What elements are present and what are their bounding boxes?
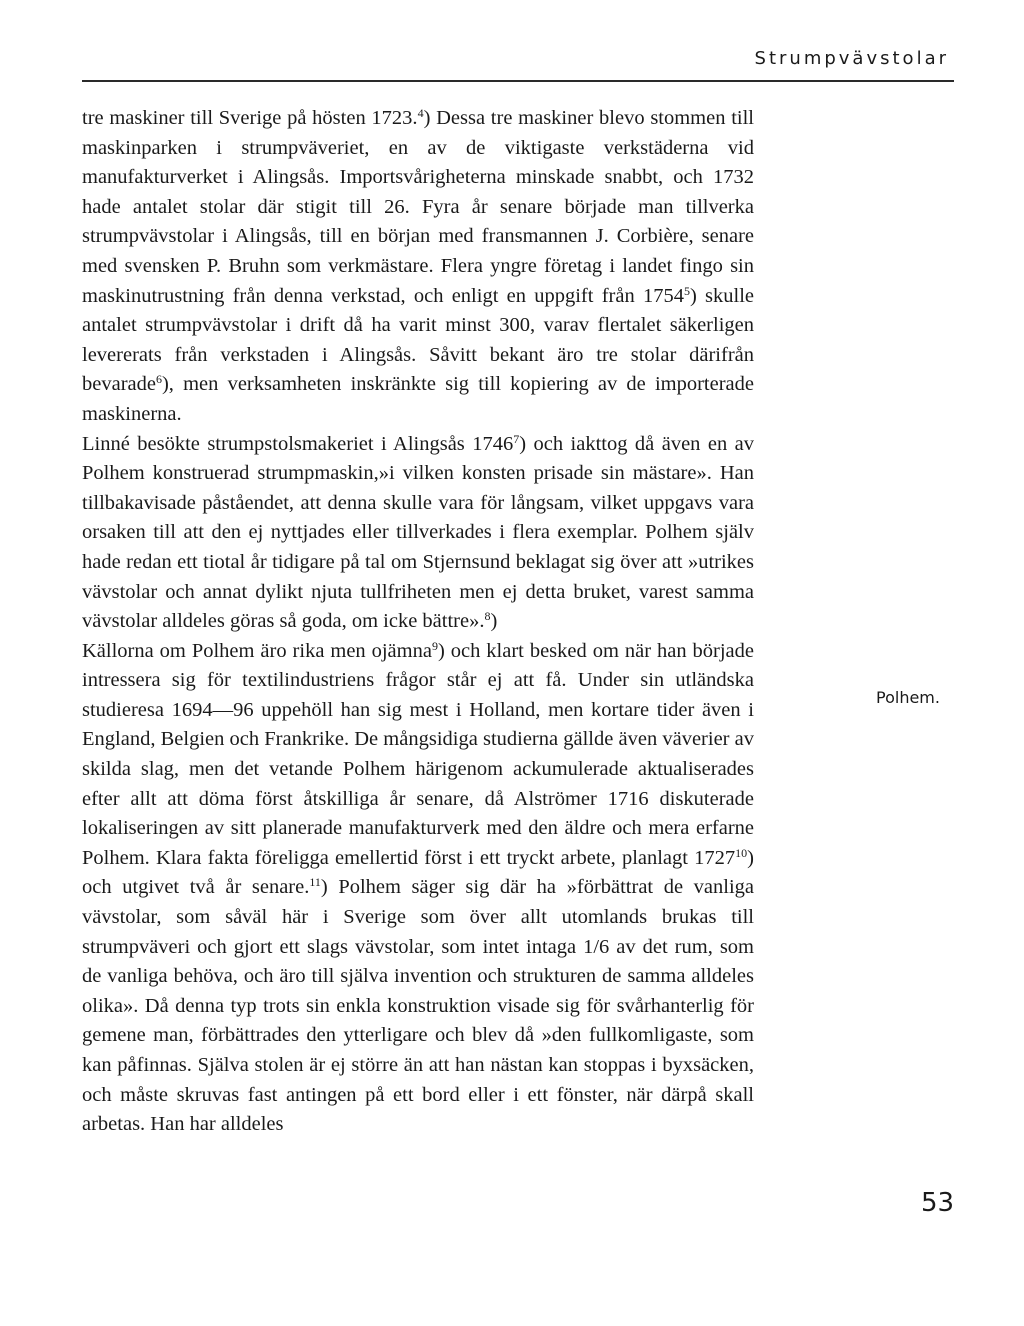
page-number: 53	[921, 1188, 955, 1218]
margin-note-polhem: Polhem.	[876, 688, 940, 707]
footnote-marker: 7	[513, 431, 520, 446]
paragraph-text: )	[490, 610, 498, 633]
paragraph-text: tre maskiner till Sverige på hösten 1723.	[82, 107, 418, 129]
paragraph-text: Källorna om Polhem äro rika men ojämna	[82, 639, 432, 662]
paragraph-text: ), men verksamheten inskränkte sig till kopiering av de importerade maskinerna.	[82, 373, 754, 425]
footnote-marker: 10	[735, 845, 748, 860]
footnote-marker: 6	[155, 372, 162, 387]
paragraph	[82, 430, 754, 637]
paragraph-text: Linné besökte strumpstolsmakeriet i Alingsås 1746	[82, 432, 514, 455]
paragraph-text: ) Dessa tre maskiner blevo stommen till maskinparken i strumpväveriet, en av de viktigaste verkstäderna vid manufakturverket i Alingsås. Importsvårigheterna minskade snabbt, och 1732 hade antalet stolar där stigit till 26. Fyra år senare började man tillverka strumpvävstolar i Alingsås, till en början med fransmannen J. Corbière, senare med svensken P. Bruhn som verkmästare. Flera yngre företag i landet fingo sin maskinutrustning från denna verkstad, och enligt en uppgift från 1754	[82, 107, 754, 307]
paragraph	[82, 104, 754, 430]
paragraph-text: ) skulle antalet strumpvävstolar i drift då ha varit minst 300, varav flertalet säkerligen levererats från verkstaden i Alingsås. Såvitt bekant äro tre stolar därifrån bevarade	[82, 284, 754, 396]
footnote-marker: 5	[683, 283, 690, 298]
footnote-marker: 9	[431, 638, 438, 653]
body-text	[82, 104, 754, 1140]
paragraph-text: ) och klart besked om när han började intressera sig för textilindustriens frågor står ej att få. Under sin utländska studieresa 1694—96 uppehöll han sig mest i Holland, men kortare tider även i England, Belgien och Frankrike. De mångsidiga studierna gällde även väverier av skilda slag, men det vetande Polhem härigenom ackumulerade aktualiserades efter allt att döma först åtskilliga år senare, då Alströmer 1716 diskuterade lokaliseringen av sitt planerade manufakturverk med den äldre och mera erfarne Polhem. Klara fakta föreligga emellertid först i ett tryckt arbete, planlagt 1727	[82, 639, 754, 869]
running-title: Strumpvävstolar	[754, 48, 949, 69]
footnote-marker: 4	[417, 106, 424, 120]
header-rule	[82, 80, 954, 82]
paragraph-text: ) och utgivet två år senare.	[82, 846, 754, 899]
footnote-marker: 11	[309, 875, 321, 890]
paragraph-text: ) och iakttog då även en av Polhem konstruerad strumpmaskin,»i vilken konsten prisade sin mästare». Han tillbakavisade påståendet, att denna skulle vara för långsam, vilket uppgavs vara orsaken till att den ej nyttjades eller tillverkades i flera exemplar. Polhem själv hade redan ett tiotal år tidigare på tal om Stjernsund beklagat sig över att »utrikes vävstolar och annat dylikt njuta tullfriheten men ej detta bruket, varest samma vävstolar alldeles göras så goda, om icke bättre».	[82, 432, 754, 633]
paragraph-text: ) Polhem säger sig där ha »förbättrat de vanliga vävstolar, som såväl här i Sverige som över allt utomlands brukas till strumpväveri och gjort ett slags vävstolar, som intet intaga 1/6 av det rum, som de vanliga behöva, och äro till själva invention och strukturen de samma alldeles olika». Då denna typ trots sin enkla konstruktion visade sig för svårhanterlig för gemene man, förbättrades den ytterligare och blev då »den fullkomligaste, som kan påfinnas. Själva stolen är ej större än att han nästan kan stoppas i byxsäcken, och måste skruvas fast antingen på ett bord eller i ett fönster, när därpå skall arbetas. Han har alldeles	[82, 876, 754, 1136]
paragraph	[82, 637, 754, 1140]
footnote-marker: 8	[484, 609, 491, 624]
